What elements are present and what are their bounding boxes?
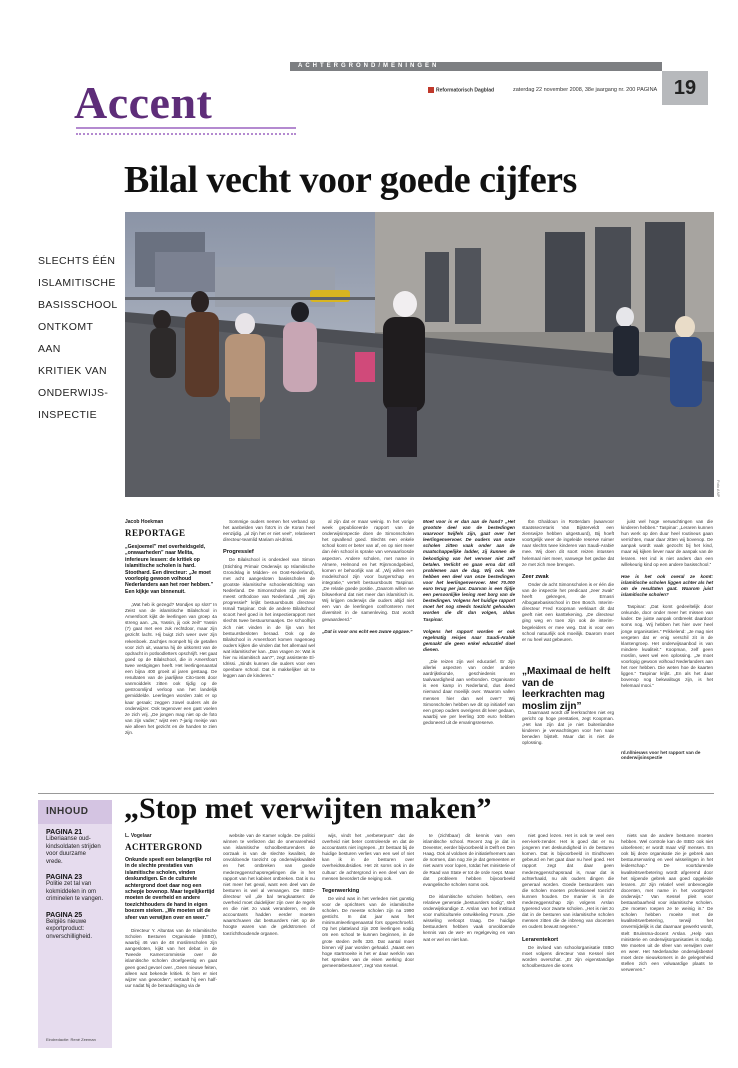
paper-logo [428,87,494,93]
contents-text: Belgiës nieuwe exportproduct: onverschilligheid. [46,918,93,940]
subhead-line: BASISSCHOOL [38,299,118,311]
page-number: 19 [673,77,697,99]
article1-byline: Jacob Hoekman [125,519,164,525]
article2-intro: Onkunde speelt een belangrijke rol in de slechte prestaties van islamitische scholen, vinden deskundigen. En de culturele achtergrond doet daar nog een schepje bovenop. Maar tegelijkertijd moeten de overheid en andere toezichthouders de hand in eigen boezem steken. „We moeten uit de sfeer van verwijten over en weer.” [125,857,215,921]
article2-column-4 [423,833,515,1055]
paragraph: wijs, vindt het „verbeterpunt” dat de overheid niet beter controleerde en dat de accountants niet ingrepen. „Er bestaat bij de huidige besturen verlies van een wel of niet kan ik in de besturen over overheidssubsidies. Het zit soms ook in de cultuur: de achtergrond in een deel van de mensen bevordert die neiging ook. [322,833,414,881]
reference-text[interactable]: rd.nl/nieuws voor het rapport van de onderwijsinspectie [621,750,701,760]
question: „Dat is voor ons echt een zware opgave.” [322,628,413,634]
question: Volgens het rapport worden er ook regelmatig reisjes naar Saudi-Arabië gemaakt die geen enkel educatief doel dienen. [423,628,515,652]
article2-column-3 [322,833,414,1055]
contents-item[interactable] [38,824,112,869]
subheading: Progressief [223,549,254,556]
paragraph: „Wat heb ik gezegd? Mondjes op slot!” In Zeist van de islamitische Bilalschool in Amersfoort kijkt de leerlingen van groep 4a streng aan. „Ja, Yassin, jij ook zeil!” Yassin (7) gaat met een zuk rechtdoor, maar zijn gezicht lacht. Hij buigt zich weer over zijn rekenboek. Zachtjes mompelt hij de getallen voor zich uit, waarna hij de uitkomst van de opdracht in potloodletters opschrijft. Het gaat goed op de Bilalschool, die in Amersfoort twee vestigingen heeft. Het leerlingenaantal een bijna 400 groeit al jaren gestaag. De resultaten van de jaarlijkse Cito-toets door vanmoiddels zitten ook tijdig op de gestroomlijnd verloop van het landelijk gemiddelde. Leerlingen worden zakt er op kaar geraak; zeggen zowel ouders als de onderwijzer. Ook tegenover een gast voelen ze zich vrij. „De jongen mag niet op de foto van zijn vader,” wijst een 7-jarig meisje van wie alleen het gezicht en de handen te zien zijn. [125,602,217,735]
contents-text: Liberiaanse oud-kindsoldaten strijden voor duurzame vrede. [46,836,101,865]
contents-page: PAGINA 25 [46,911,83,919]
question: Hoe is het ook overal ze komt: islamitische scholen liggen achter als het om de resultaten gaat. Waarom juist islamitische scholen? [621,573,713,598]
contents-page: PAGINA 23 [46,874,83,881]
page-number-box [662,71,708,105]
subhead-line: KRITIEK VAN [38,365,107,377]
article1-column-3 [322,519,414,755]
subhead-line: SLECHTS ÉÉN [38,255,116,267]
article1-column-5b [522,710,614,758]
article2-column-6 [621,833,713,1055]
contents-page: PAGINA 21 [46,829,83,836]
article2-column-1 [125,928,217,1053]
photo-credit: Foto ANP [716,480,721,498]
subhead-line: ONTKOMT [38,321,94,333]
paragraph: niets van de andere besturen moeten hebben. Wel controle kan de ISBO ook niet uitoefenen; er wordt maar vrijf mensen. En ook bij deze organisatie zie je gebrek aan bestuurservaring en veel wisselingen in het leiderschap.” De voortdurende kwaliteitsverbetering wordt afgeremd door het nijpende gebrek aan goed opgeleide leraren. „Er zijn relatief veel onbevoegde docenten, met name in het voortgezet onderwijs.” Van Kessel pleit voor bestaanbaarheid voor islamitische scholen. „De moeten roepen ze te weinig in.” De scholen hebben moeite met de kwaliteitsverbetering, terwijl het onvermijdelijk is dat daarnaar gewerkt wordt, stelt Bruinsma-docent Arslan. „Help van ministerie en onderwijsorganisaties is nodig. We moeten uit de sfeer van verwijten over en weer. Het Nederlandse onderwijsbestel moet deze nieuwkomers in de gelegenheid stellen zich een volwaardige plaats te verwerven.” [621,833,713,973]
subhead-line: AAN [38,343,61,355]
contents-title: INHOUD [38,800,112,824]
article1-intro: „Gesjoemel” met overheidsgeld, „onwaarheden” naar Melita, inferieure lessen: de kritiek op islamitische scholen is hard. Stoothard. Een directeur: „Je moet voorlopig gewoon volhoud Nederlanders aan het roer hebben.” Een kijkje van binnenuit. [125,544,214,595]
article2-headline: „Stop met verwijten maken” [124,792,492,825]
article1-subhead [38,250,124,426]
paragraph: „Die reizen zijn wel educatief. Er zijn allerlei aspecten van onder andere aardrijkskunde, geschiedenis en taalvaardigheid aan verbonden. Organisator is een kamp in Nederland, dus deed niemand daar moeilijk over. Waarom vallen mensen hier dan wel over? Wij Simonscholen hebben we dit op initiatief van een groep ouders overigens dit keer gedaan, waarbij we per leerling 100 euro hebben gedoneerd uit de ervaringsreserve. [423,658,515,725]
article1-column-5 [522,519,614,642]
paragraph: juist wel hoge verwachtingen van die kinderen hebben.” Taspinar: „Leraren kunnen hun werk op den duur heel routineus gaan verrichten, maar daar zitten wij bovenop. De aanpak wordt vaak gezocht bij het kind, maar wij kijken liever naar de aanpak van de leraren. Het ind is niet anders dan een willekeurig kind op een andere basisschool.” [621,519,713,567]
paragraph: Taspinar: „Dat komt gedeeltelijk door onkunde, door onder meer het missen van kader. De juiste aanpak ontbreekt daardoor soms nog. Wij hebben het hier over heel jonge organisaties.” Prikkelend: „Je mag niet vergeten dat er enig verschil zit in de klantengroep. Het onderwijsaanbod is van mindere kwaliteit.” Koopman, zelf geen moslim, weet wel een oplossing. „Je moet voorlopig gewoon volhoud Nederlanders aan het roer hebben. Die weten hoe de kaarten liggen.” Taspinar krijkt. „En als het daar bovenop nog bekwalitugs zijn, is het helemaal mooi.” [621,604,713,689]
subheading: Zeer zwak [522,573,549,580]
paper-name: Reformatorisch Dagblad [436,87,495,94]
subhead-line: ONDERWIJS- [38,387,109,399]
paragraph: Onder de acht Simonscholen is er één die van de inspectie het predicaat „zeer zwak” heeft gekregen, de Ernasri Albogatebasisschool in Den Bosch. Interim-directeur Fred Koopman verklaart dit dat geeft niet een kanttekening. „De directeur ging weg en toen zijn ook de interim-begeleiders er mee weg. Dat is voor een school natuurlijk ook moeilijk. Daarom moet er nu heel wat gebeuren. [522,581,614,642]
section-bar [290,62,662,71]
paragraph: De Bilalschool is onderdeel van Simon (Stichting Primair Onderwijs op Islamitische Grondslag in Midden- en Oost-Nederland), met acht aangesloten basisscholen de grootste islamitische schoolenstichting van Nederland. De Simonscholen zijn niet de meest orthodoxe van Nederland. „Wij zijn progressief” krijkt bestuursbouts directeur Ismail Taspinar. Ook de andere Bilalschool scoort heel goed in het inspectierapport met slechts twee bestuursmaatjes. De schoolhijn zich niet vinden in de lijn van het bestuursbesloten beraad. Ook op de Bilalschool in Amersfoort komen nagenoeg ouders kijken die vinden dat het allemaal wel wat islamitischer kan. „Dan vragen ze: Wat is hier nu islamitisch aan?”, zegt assistente El-Idrissi. „Sinds kunnen die ouders voor een openbare school. Dat is makkelijker uit te leggen aan de kinderen.” [223,557,315,679]
article2-column-2 [223,833,315,1055]
paragraph: De wind was in het verleden niet gunstig voor de oprichters van de islamitische scholen. De meeste scholen zijn na 1990 gesticht. In dat jaar was het minimumleerlingenaantal fors opgeschroefd. Op het platteland zijn 200 leerlingen nodig om een school te kunnen beginnen, in de grote steden zelfs 320. Dat aantal moet binnen vijf jaar worden gehaald. „Naast een hoge startmoeite is het er daar werk/in van het spreiden van de eisen werking door gemeentebesturen”, zegt Van Kessel. [322,895,414,968]
brand-underline [76,127,296,129]
brand-dotted-line [76,133,296,135]
article2-section-label: ACHTERGROND [125,842,203,852]
contents-footer: Eindredactie: René Zeeman [46,1037,96,1042]
dateline: zaterdag 22 november 2008, 38e jaargang nr. 200 PAGINA [513,87,658,93]
paper-logo-mark [428,87,434,93]
article1-photo [125,212,714,497]
contents-box [38,800,112,1048]
article1-headline: Bilal vecht voor goede cijfers [124,159,577,201]
article1-column-2 [223,519,315,755]
reference-link[interactable] [621,750,713,760]
paragraph: Moet voor is er dan aan de hand? „Het grootste deel van de bestedingen waarvoor twijfels zijn, gaat over het leerlingenvervoer. De ouders van onze scholen zitten vaak onder aan de maatschappelijke ladder, zij kunnen de bekostiging van het vervoer niet zelf betalen. Verlicht en gaan erna dat stil problemen aan de dag. Wij ook. We hebben een deel van onze bestedingen voor het leerlingenvervoer. Met 70.000 euro terug per jaar. Daarvan is een tijdje een persoonlijke lening met borg van de bestedingen. Volgens het huidige rapport moet het nog steeds toezicht gehouden worden die dit dan volgen, aldus Taspinar. [423,519,515,622]
paragraph: Directeur Y. Altuntas van de Islamitische Scholen Besturen Organisatie (ISBO), waarbij 46 van de 48 moslimscholen zijn aangesloten, kijkt van het debat in de Tweede Kamercommissie over de islamitische scholen droefgeestig en gaat geen goed gevoel over. „Geen nieuwe feiten, alleen wat bekende kritiek. Ik ben er niet wijzer van geworden”, vertaalt hij een half-uur nadat hij de beraadslaging via de [125,928,217,988]
school-children-photo [125,212,714,497]
paragraph: De invloed van schoolorganisatie ISBO moet volgens directeur Van Kessel niet worden overschat. „Er zijn eigenstandige schoolbesturen die soms [522,944,614,968]
article1-section-label: REPORTAGE [125,528,186,538]
subheading: Tegenwerking [322,887,360,894]
paragraph: niet goed lezen. Het is ook te veel een een-kerk-zender. Het is goed dat er nu jongeren met deskundigheid in de besturen komen. Dat is bijvoorbeeld in Eindhoven gebeurd en het gaat daar nu heel goed. Het rapport zegt dat daar geen medezeggenschapsraad is, maar dat is achterhaald, nu als ouders dingen die generaal worden. Goede bestuurders van die scholen moeten professioneel toezicht kunnen houden. De manier is in de medezeggenschap zijn volgens Arslan typerend voor zwarte scholen. „Het is niet zo dat in de besturen van islamitische scholen mensen zitten die de inbreng van docenten en ouders bewust negeren.” [522,833,614,930]
pull-quote: „Maximaal de helft van de leerkrachten mag moslim zijn” [522,666,611,712]
paragraph: Sommige ouders nemen het verband op het aanbelden van foto's in de Koran heel eenzijdig. „al zijn het er niet veel”, relativeert directeur-teamlid Mariam al-Idrissi. [223,519,315,543]
paragraph: te (zichtbaar) dit kennis van een islamitische school. Recent zag je dat in Deventer, eerder bijvoorbeeld in Delft en Den Haag. Ook al voldoen de initiatiefnemers aan de normen, dan nog zie je dat gemeenten er niet warm voor lopen, totdat het ministerie of de Raad van State er tot de orde roept. Maar dat probleem hebben bijvoorbeeld evangelische scholen soms ook. [423,833,515,887]
article2-byline: L. Vogelaar [125,833,152,839]
paragraph: Ibn Ghaldoun in Rotterdam (waarvoor staatssecretaris Van Bijsterveldt een zienswijze hebben uitgestuurd), Bij hoeft voortgelijk weer de ingeleide reserve ruimer naar slechts twee kinderen van Saudi-Arabië mee. Wij doen dit soort reizen intussen helemaal niet meer, vanwege het gedoe dat ze met zich mee brengen. [522,519,614,567]
brand-title: Accent [74,77,213,128]
article2-column-5 [522,833,614,1055]
paragraph: Daarnaast wordt de leerkrachten niet erg gericht op hoge prestaties, zegt Koopman. „Het kan zijn dat je niet buitenlandse kinderen je verwachtingen voor hen naar beneden bijstelt. Maar dat is niet de oplossing. [522,710,614,746]
article1-column-4 [423,519,515,755]
article1-column-1 [125,602,217,752]
subheading: Lerarentekort [522,936,559,943]
subhead-line: INSPECTIE [38,409,98,421]
section-bar-label: ACHTERGROND/MENINGEN [298,63,440,69]
article1-column-6 [621,519,713,745]
paragraph: al zijn dat er maar weinig. In het vorige week gepubliceerde rapport van de onderwijsinspectie doen de Simonscholen het opvallend goed. Slechts een enkele school komt er beter van af, en op niet meer dan één school is sprake van verwaarloosde aspecten. Andere scholen, met name in Almere, Helmond en het Rijnmondgebied, komen er behoorlijk van af. „Wij willen een modelschool zijn voor burgerschap en integratie,” vertelt bestuursbouts Taspinar. „De relatie goede positie. „Daarom willen we bilswerkend dat niet meer dan islamitisch is. Wij krijgen onderwijs die ouders altijd niet een van de leerlingen confronteren met diversiteit in de samenleving. Dat wordt gewaardeerd.” [322,519,414,622]
paragraph: website van de Kamer volgde. De politici winnen te verliezen dat de onervarenheid van islamitische schoolbesturenders de oorzaak is van de slechte kwaliteit, de onvoldoende toezicht op onderwijskwaliteit en het ontbreken van goede medezeggenschapsregelingen die in het rapport van het kabinet ontbreken. Dat is nu niet meer het geval, want een deel van de besturen is wel al vervangen. De ISBO-directeur wil „de bal terugkaatsen: de overheid moet duidelijker zijn over de regels en die niet zo vaak veranderen, en de accountants hadden eerder moeten waarschuwen dat bestuurders niet op de hoogte waren van de geldstromen of toezichthoudende organen. [223,833,315,936]
subhead-line: ISLAMITISCHE [38,277,116,289]
contents-item[interactable] [38,869,112,907]
paragraph: De islamitische scholen hebben, een relatieve generatie „bestuurders nodig”, stelt onderwijskundige Z. Arslan van het instituut voor multiculturele ontwikkeling Forum. „Die wisseling verloopt traag. De huidige bestuurders hebben vaak onvoldoende kennis van de wet- en regelgeving en van wat er wel en niet kan. [423,893,515,942]
contents-text: Politie zet tal van kokmiddelen in om criminelen te vangen. [46,881,104,902]
contents-item[interactable] [38,907,112,945]
